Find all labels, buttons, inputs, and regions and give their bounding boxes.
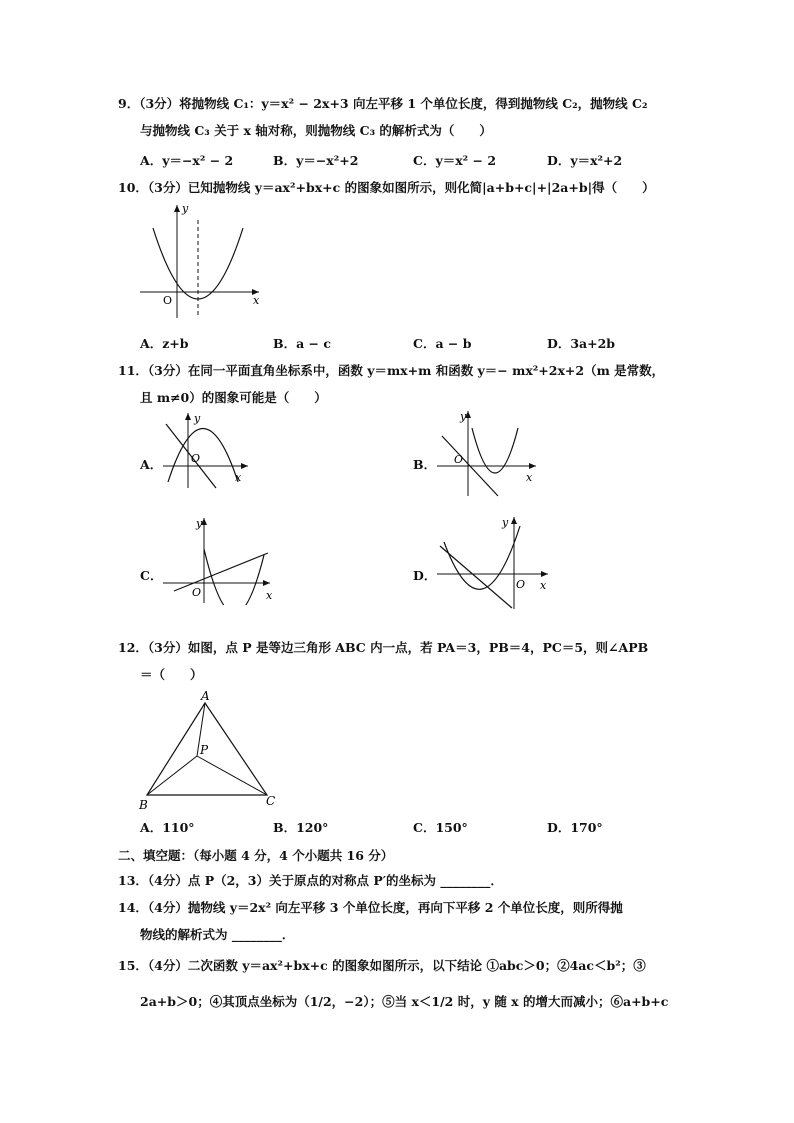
q10-parabola-figure <box>135 200 265 320</box>
q12-segment-pc <box>197 756 267 795</box>
q11b-x-arrow-icon <box>529 463 536 469</box>
q12-triangle-figure <box>135 688 285 813</box>
q11-graph-b <box>432 408 542 498</box>
q14-line2: 物线的解析式为 ________． <box>140 927 295 942</box>
q12-option-d[interactable]: D．170° <box>547 820 603 835</box>
q14-line1: 14．（4分）抛物线 y＝2x² 向左平移 3 个单位长度，再向下平移 2 个单位长度，则所得抛 <box>118 900 623 915</box>
q10-option-a[interactable]: A．z+b <box>140 336 189 351</box>
q11d-origin-label: O <box>516 578 526 591</box>
q11c-x-label: x <box>266 589 273 602</box>
q10-y-arrow-icon <box>174 205 180 212</box>
q10-x-label: x <box>253 294 260 307</box>
q9-line1: 9．（3分）将抛物线 C₁：y＝x² − 2x+3 向左平移 1 个单位长度，得到抛物线 C₂，抛物线 C₂ <box>118 96 648 111</box>
q9-option-c[interactable]: C．y＝x² − 2 <box>413 153 497 168</box>
q10-option-d[interactable]: D．3a+2b <box>547 336 616 351</box>
q11-graph-a <box>158 410 253 490</box>
q11c-parabola <box>204 549 264 605</box>
q15-line1: 15．（4分）二次函数 y＝ax²+bx+c 的图象如图所示，以下结论 ①abc＞0；②4ac＜b²；③ <box>118 958 646 973</box>
q11-line1: 11．（3分）在同一平面直角坐标系中，函数 y＝mx+m 和函数 y＝− mx²+2x+2（m 是常数， <box>118 363 665 378</box>
q11c-line <box>174 553 268 591</box>
q11d-x-label: x <box>540 579 547 592</box>
q11-option-d[interactable]: D． <box>413 568 437 583</box>
q12-segment-pb <box>147 756 197 795</box>
q11d-y-label: y <box>502 516 509 529</box>
q11d-y-arrow-icon <box>511 517 517 524</box>
q11b-y-label: y <box>460 410 467 423</box>
q10-option-b[interactable]: B．a − c <box>273 336 331 351</box>
q9-option-a[interactable]: A．y＝−x² − 2 <box>140 153 234 168</box>
q13-text: 13．（4分）点 P（2，3）关于原点的对称点 P′的坐标为 ________． <box>118 873 503 888</box>
q12-option-c[interactable]: C．150° <box>413 820 468 835</box>
q11d-line <box>440 546 512 608</box>
q11-graph-c <box>158 515 276 605</box>
q11-line2: 且 m≠0）的图象可能是（ ） <box>140 390 327 405</box>
q12-option-b[interactable]: B．120° <box>273 820 329 835</box>
q11c-origin-label: O <box>192 586 202 599</box>
section-fill-in-title: 二、填空题：（每小题 4 分，4 个小题共 16 分） <box>118 848 394 863</box>
q9-option-d[interactable]: D．y＝x²+2 <box>547 153 623 168</box>
q11-graph-d <box>432 514 552 609</box>
q12-label-a: A <box>201 689 210 703</box>
q9-option-b[interactable]: B．y＝−x²+2 <box>273 153 359 168</box>
q12-option-a[interactable]: A．110° <box>140 820 195 835</box>
q11b-x-label: x <box>526 471 533 484</box>
q10-line1: 10．（3分）已知抛物线 y＝ax²+bx+c 的图象如图所示，则化简|a+b+c|+|2a+b|得（ ） <box>118 180 655 195</box>
q11a-origin-label: O <box>191 452 201 465</box>
q11-option-b[interactable]: B． <box>413 457 437 472</box>
q11b-origin-label: O <box>454 453 464 466</box>
q11c-x-arrow-icon <box>263 580 270 586</box>
q12-label-c: C <box>266 794 276 808</box>
q11a-y-arrow-icon <box>185 413 191 420</box>
q11d-parabola <box>444 526 520 589</box>
q12-label-p: P <box>200 743 209 757</box>
q11a-x-label: x <box>235 471 242 484</box>
q10-origin-label: O <box>163 294 173 307</box>
q11a-y-label: y <box>194 412 201 425</box>
q10-y-label: y <box>182 202 189 215</box>
q11a-x-arrow-icon <box>241 463 248 469</box>
q12-label-b: B <box>139 798 148 812</box>
q11d-x-arrow-icon <box>541 571 548 577</box>
q12-line1: 12．（3分）如图，点 P 是等边三角形 ABC 内一点，若 PA＝3，PB＝4，PC＝5，则∠APB <box>118 640 649 655</box>
q11a-parabola <box>168 429 238 483</box>
q9-line2: 与抛物线 C₃ 关于 x 轴对称，则抛物线 C₃ 的解析式为（ ） <box>140 123 492 138</box>
q12-line2: ＝（ ） <box>140 667 203 682</box>
q15-line2: 2a+b＞0；④其顶点坐标为（1/2，−2）；⑤当 x＜1/2 时，y 随 x 的增大而减小；⑥a+b+c <box>140 994 669 1009</box>
q11c-y-label: y <box>196 517 203 530</box>
q11-option-c[interactable]: C． <box>140 568 163 583</box>
q11-option-a[interactable]: A． <box>140 457 163 472</box>
q10-option-c[interactable]: C．a − b <box>413 336 472 351</box>
